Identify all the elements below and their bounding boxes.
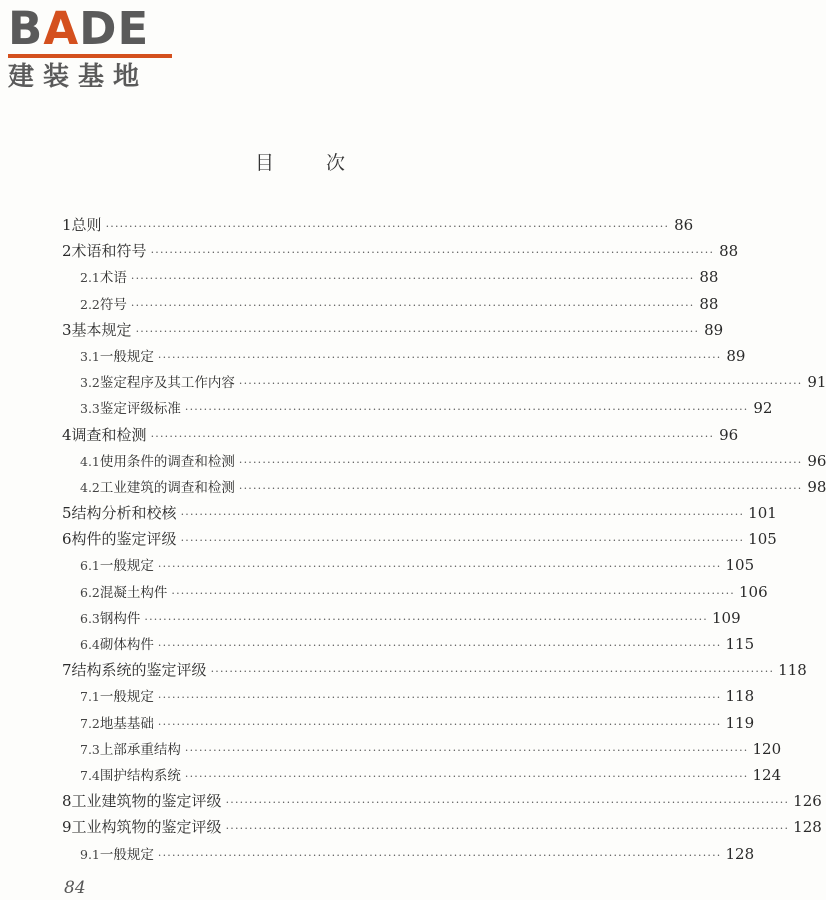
toc-dot-leader: ························································································································ [225, 822, 790, 836]
toc-label: 砌体构件 [99, 637, 154, 653]
toc-entry[interactable] [62, 293, 719, 319]
toc-entry[interactable] [62, 424, 739, 450]
toc-page-number: 92 [753, 399, 773, 418]
toc-dot-leader: ························································································································ [210, 665, 775, 679]
toc-number: 9 [62, 818, 72, 837]
toc-dot-leader: ························································································································ [157, 560, 722, 574]
toc-label: 一般规定 [99, 846, 154, 863]
toc-number: 3.3 [80, 401, 100, 417]
toc-dot-leader: ························································································································ [130, 298, 695, 312]
toc-dot-leader: ························································································································ [225, 796, 790, 810]
toc-page-number: 128 [725, 844, 755, 863]
page-title [0, 148, 600, 175]
toc-dot-leader: ························································································································ [180, 534, 745, 548]
toc-number: 5 [62, 504, 72, 523]
toc-entry[interactable] [62, 659, 807, 685]
toc-label: 基本规定 [71, 320, 132, 339]
toc-entry[interactable] [62, 397, 773, 423]
toc-page-number: 118 [778, 661, 807, 680]
toc-label: 调查和检测 [71, 425, 147, 444]
bade-logo [8, 2, 172, 92]
toc-number: 6 [62, 530, 72, 549]
toc-entry[interactable] [62, 790, 822, 816]
toc-entry[interactable] [62, 633, 755, 659]
toc-label: 结构分析和校核 [71, 504, 177, 523]
toc-page-number: 98 [807, 477, 826, 496]
toc-label: 上部承重结构 [99, 741, 181, 758]
toc-number: 7.3 [80, 741, 100, 757]
toc-page-number: 89 [726, 346, 746, 365]
toc-page-number: 126 [793, 792, 822, 811]
toc-page-number: 119 [725, 713, 755, 732]
toc-number: 7.1 [80, 689, 100, 705]
logo-letters-de: DE [79, 2, 150, 55]
toc-entry[interactable] [62, 371, 826, 397]
toc-number: 9.1 [80, 846, 100, 862]
title-char-1: 目 [254, 152, 274, 174]
toc-page-number: 96 [807, 451, 826, 470]
toc-label: 结构系统的鉴定评级 [71, 661, 207, 680]
toc-label: 工业构筑物的鉴定评级 [71, 818, 222, 837]
toc-number: 7.4 [80, 767, 100, 783]
toc-entry[interactable] [62, 554, 755, 580]
toc-number: 6.3 [80, 610, 100, 626]
toc-label: 鉴定评级标准 [99, 401, 181, 418]
toc-label: 符号 [99, 296, 127, 313]
toc-entry[interactable] [62, 476, 826, 502]
toc-dot-leader: ························································································································ [157, 639, 722, 652]
toc-label: 一般规定 [99, 348, 154, 365]
toc-entry[interactable] [62, 607, 741, 633]
toc-number: 6.2 [80, 584, 100, 600]
toc-page-number: 88 [699, 268, 719, 287]
toc-label: 工业建筑的调查和检测 [99, 479, 235, 496]
toc-number: 3 [62, 320, 72, 339]
toc-page-number: 88 [719, 242, 739, 261]
toc-page-number: 124 [752, 765, 782, 784]
toc-page-number: 106 [738, 582, 768, 601]
logo-wordmark [8, 2, 172, 55]
toc-label: 工业建筑物的鉴定评级 [71, 792, 222, 811]
toc-label: 使用条件的调查和检测 [99, 453, 235, 470]
toc-dot-leader: ························································································································ [238, 481, 803, 495]
logo-letter-a: A [43, 2, 80, 55]
toc-label: 鉴定程序及其工作内容 [99, 375, 235, 392]
toc-entry[interactable] [62, 712, 755, 738]
toc-number: 8 [62, 792, 72, 811]
toc-number: 6.1 [80, 558, 100, 574]
toc-number: 4 [62, 425, 72, 444]
toc-page-number: 120 [752, 739, 782, 758]
toc-dot-leader: ························································································································ [180, 508, 745, 522]
toc-dot-leader: ························································································································ [184, 769, 749, 783]
toc-entry[interactable] [62, 502, 777, 528]
toc-entry[interactable] [62, 345, 746, 371]
toc-label: 总则 [71, 216, 102, 234]
toc-entry[interactable] [62, 581, 768, 607]
toc-entry[interactable] [62, 319, 724, 345]
toc-entry[interactable] [62, 266, 719, 292]
toc-page-number: 105 [748, 530, 777, 549]
title-char-2: 次 [326, 152, 346, 174]
toc-dot-leader: ························································································································ [157, 848, 722, 862]
toc-dot-leader: ························································································································ [184, 743, 749, 757]
toc-entry[interactable] [62, 764, 782, 790]
toc-entry[interactable] [62, 816, 822, 842]
toc-label: 地基基础 [99, 715, 154, 732]
toc-page-number: 89 [704, 320, 724, 339]
toc-label: 围护结构系统 [99, 767, 181, 784]
page-number: 84 [64, 878, 86, 898]
toc-entry[interactable] [62, 214, 694, 240]
toc-number: 2.2 [80, 296, 100, 312]
toc-number: 2 [62, 242, 72, 261]
toc-label: 术语 [99, 270, 127, 287]
toc-page-number: 101 [748, 504, 777, 523]
toc-page-number: 115 [725, 635, 755, 653]
toc-label: 术语和符号 [71, 242, 147, 261]
toc-dot-leader: ························································································································ [130, 272, 695, 286]
toc-dot-leader: ························································································································ [171, 586, 735, 600]
toc-entry[interactable] [62, 528, 777, 554]
toc-dot-leader: ························································································································ [157, 717, 722, 731]
toc-label: 一般规定 [99, 558, 154, 575]
toc-page-number: 91 [807, 373, 826, 392]
toc-entry[interactable] [62, 240, 739, 266]
logo-letter-b: B [8, 2, 44, 55]
toc-number: 3.1 [80, 348, 100, 364]
toc-dot-leader: ························································································································ [184, 403, 749, 417]
toc-dot-leader: ························································································································ [144, 612, 708, 626]
toc-dot-leader: ························································································································ [238, 455, 803, 469]
toc-entry[interactable] [62, 450, 826, 476]
toc-entry[interactable] [62, 738, 782, 764]
table-of-contents [62, 214, 826, 869]
toc-dot-leader: ························································································································ [105, 220, 670, 233]
toc-number: 1 [62, 216, 72, 234]
toc-page-number: 88 [699, 294, 719, 313]
toc-number: 7.2 [80, 715, 100, 731]
toc-dot-leader: ························································································································ [135, 324, 700, 338]
logo-subtitle: 建装基地 [8, 62, 149, 92]
toc-entry[interactable] [62, 685, 755, 711]
toc-page-number: 86 [674, 216, 694, 234]
toc-number: 4.1 [80, 453, 100, 469]
toc-number: 6.4 [80, 637, 100, 652]
toc-dot-leader: ························································································································ [157, 691, 722, 705]
toc-page-number: 96 [719, 425, 739, 444]
toc-dot-leader: ························································································································ [150, 429, 715, 443]
toc-page-number: 105 [725, 556, 755, 575]
toc-entry[interactable] [62, 843, 755, 869]
toc-dot-leader: ························································································································ [150, 246, 715, 260]
toc-label: 一般规定 [99, 689, 154, 706]
toc-page-number: 118 [725, 687, 755, 706]
toc-number: 7 [62, 661, 72, 680]
toc-number: 4.2 [80, 479, 100, 495]
toc-label: 混凝土构件 [99, 584, 168, 601]
toc-dot-leader: ························································································································ [157, 350, 722, 364]
toc-page-number: 109 [711, 608, 741, 627]
toc-dot-leader: ························································································································ [238, 377, 803, 391]
toc-label: 构件的鉴定评级 [71, 530, 177, 549]
toc-label: 钢构件 [99, 610, 141, 627]
toc-number: 3.2 [80, 375, 100, 391]
toc-page-number: 128 [793, 818, 822, 837]
toc-number: 2.1 [80, 270, 100, 286]
